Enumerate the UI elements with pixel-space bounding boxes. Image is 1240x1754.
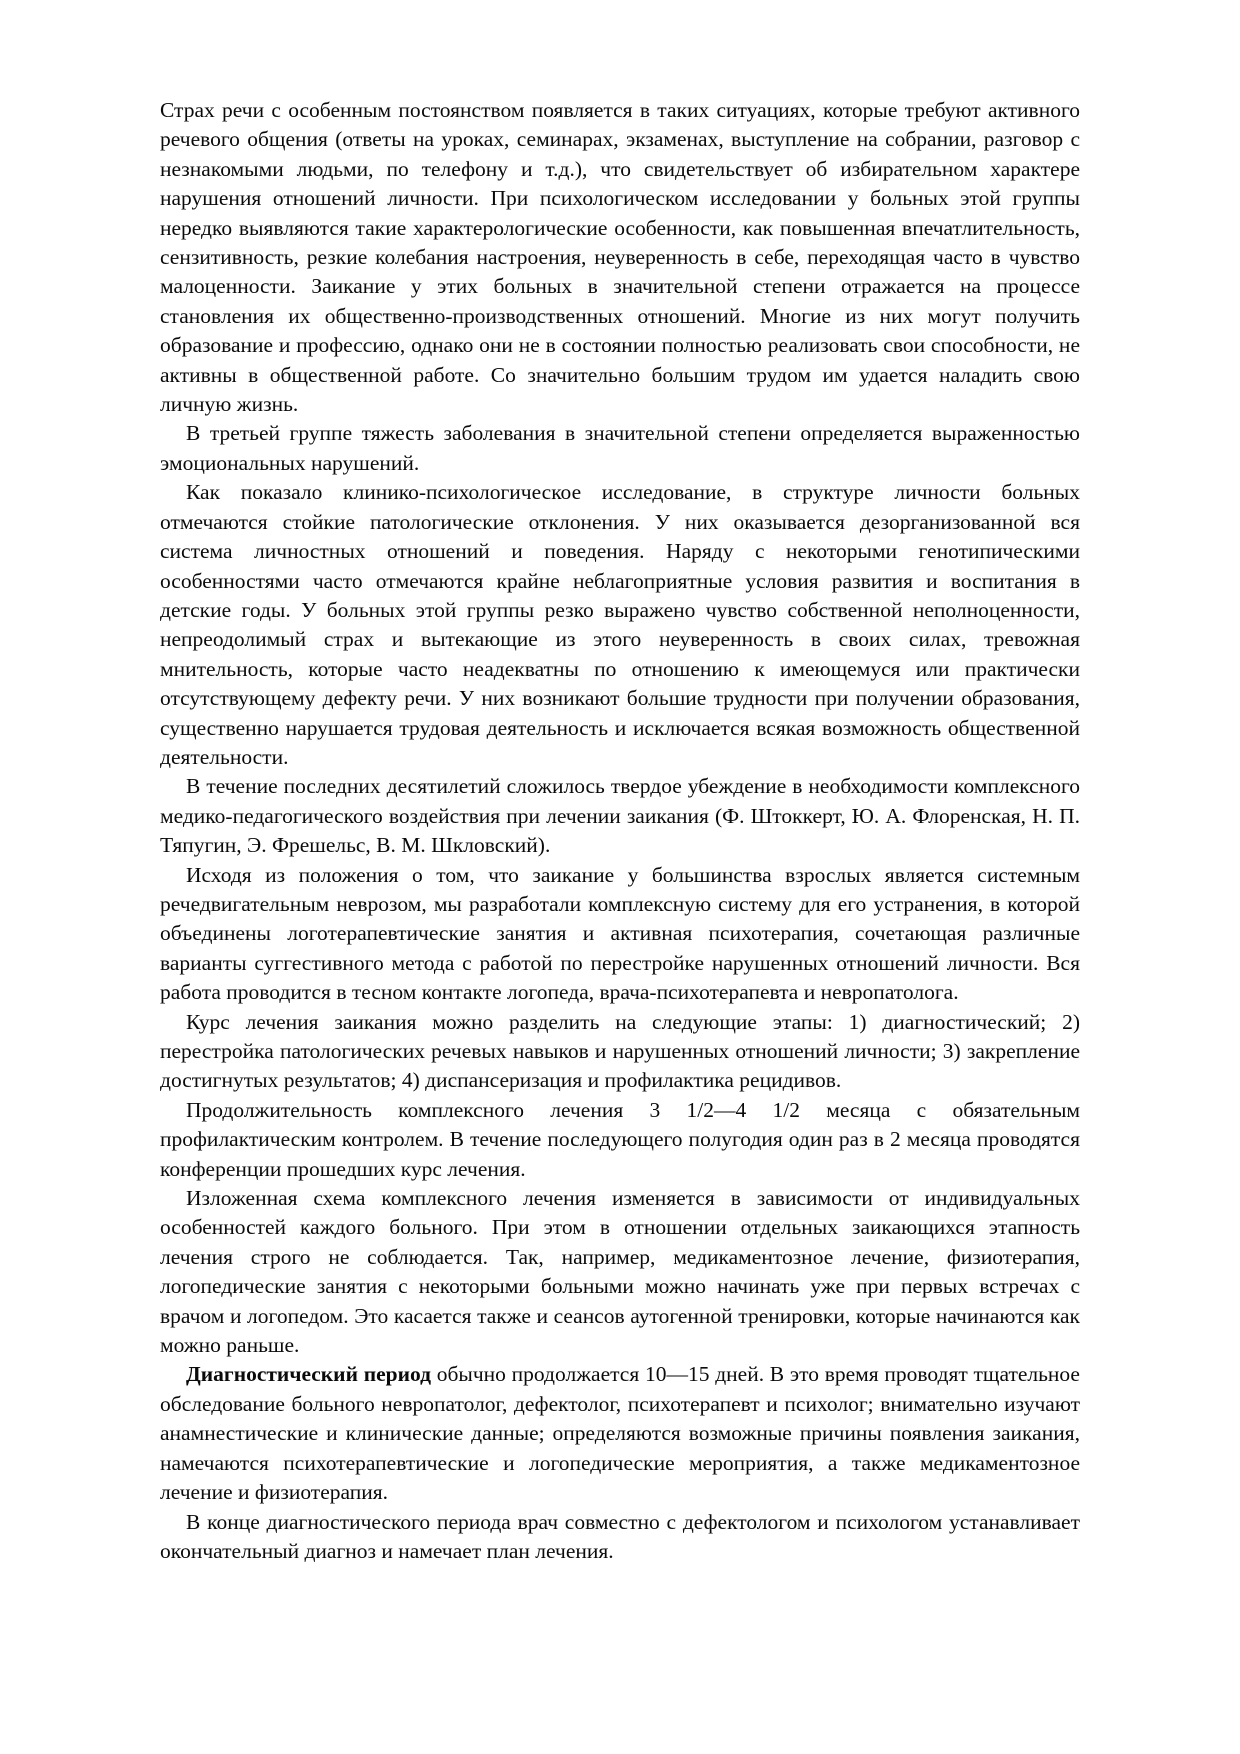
paragraph-third-group: В третьей группе тяжесть заболевания в значительной степени определяется выраженностью эмоциональных нарушений. bbox=[160, 421, 1080, 475]
diagnostic-period-body: обычно продолжается 10—15 дней. В это время проводят тщательное обследование больного невропатолог, дефектолог, психотерапевт и психолог; внимательно изучают анамнестические и клинические данные; определяются возможные причины появления заикания, намечаются психотерапевтические и логопедические мероприятия, а также медикаментозное лечение и физиотерапия. bbox=[160, 1362, 1080, 1505]
text-block bbox=[160, 96, 1080, 1566]
paragraph-treatment-stages: Курс лечения заикания можно разделить на следующие этапы: 1) диагностический; 2) перестройка патологических речевых навыков и нарушенных отношений личности; 3) закрепление достигнутых результатов; 4) диспансеризация и профилактика рецидивов. bbox=[160, 1009, 1080, 1093]
diagnostic-period-bold-lead: Диагностический период bbox=[186, 1362, 431, 1387]
paragraph-final-diagnosis: В конце диагностического периода врач совместно с дефектологом и психологом устанавливает окончательный диагноз и намечает план лечения. bbox=[160, 1509, 1080, 1563]
paragraph-individual-scheme: Изложенная схема комплексного лечения изменяется в зависимости от индивидуальных особенностей каждого больного. При этом в отношении отдельных заикающихся этапность лечения строго не соблюдается. Так, например, медикаментозное лечение, физиотерапия, логопедические занятия с некоторыми больными можно начинать уже при первых встречах с врачом и логопедом. Это касается также и сеансов аутогенной тренировки, которые начинаются как можно раньше. bbox=[160, 1186, 1080, 1358]
paragraph-complex-treatment-conviction: В течение последних десятилетий сложилось твердое убеждение в необходимости комплексного медико-педагогического воздействия при лечении заикания (Ф. Штоккерт, Ю. А. Флоренская, Н. П. Тяпугин, Э. Фрешельс, В. М. Шкловский). bbox=[160, 774, 1080, 858]
paragraph-system-neurosis: Исходя из положения о том, что заикание у большинства взрослых является системным речедвигательным неврозом, мы разработали комплексную систему для его устранения, в которой объединены логотерапевтические занятия и активная психотерапия, сочетающая различные варианты суггестивного метода с работой по перестройке нарушенных отношений личности. Вся работа проводится в тесном контакте логопеда, врача-психотерапевта и невропатолога. bbox=[160, 862, 1080, 1005]
paragraph-diagnostic-period bbox=[160, 1360, 1080, 1507]
paragraph-treatment-duration: Продолжительность комплексного лечения 3 1/2—4 1/2 месяца с обязательным профилактическим контролем. В течение последующего полугодия один раз в 2 месяца проводятся конференции прошедших курс лечения. bbox=[160, 1097, 1080, 1181]
paragraph-fear-of-speech: Страх речи с особенным постоянством появляется в таких ситуациях, которые требуют активного речевого общения (ответы на уроках, семинарах, экзаменах, выступление на собрании, разговор с незнакомыми людьми, по телефону и т.д.), что свидетельствует об избирательном характере нарушения отношений личности. При психологическом исследовании у больных этой группы нередко выявляются такие характерологические особенности, как повышенная впечатлительность, сензитивность, резкие колебания настроения, неуверенность в себе, переходящая часто в чувство малоценности. Заикание у этих больных в значительной степени отражается на процессе становления их общественно-производственных отношений. Многие из них могут получить образование и профессию, однако они не в состоянии полностью реализовать свои способности, не активны в общественной работе. Со значительно большим трудом им удается наладить свою личную жизнь. bbox=[160, 98, 1080, 417]
paragraph-clinical-psychological-study: Как показало клинико-психологическое исследование, в структуре личности больных отмечаются стойкие патологические отклонения. У них оказывается дезорганизованной вся система личностных отношений и поведения. Наряду с некоторыми генотипическими особенностями часто отмечаются крайне неблагоприятные условия развития и воспитания в детские годы. У больных этой группы резко выражено чувство собственной неполноценности, непреодолимый страх и вытекающие из этого неуверенность в своих силах, тревожная мнительность, которые часто неадекватны по отношению к имеющемуся или практически отсутствующему дефекту речи. У них возникают большие трудности при получении образования, существенно нарушается трудовая деятельность и исключается всякая возможность общественной деятельности. bbox=[160, 480, 1080, 769]
